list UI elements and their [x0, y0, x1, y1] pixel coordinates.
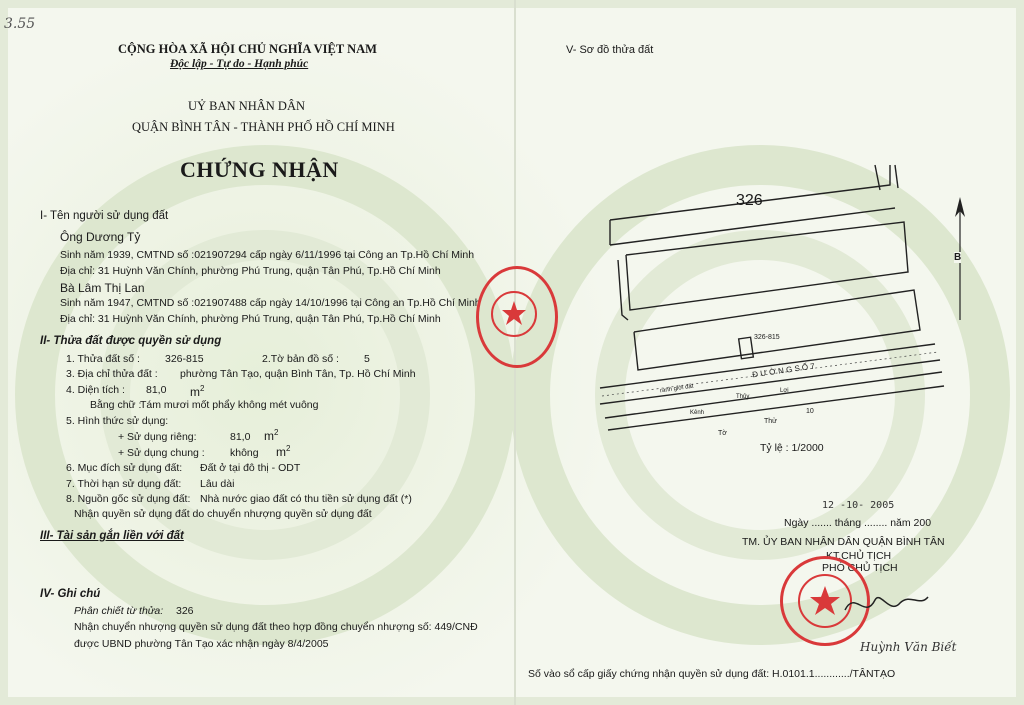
issue-date-line: Ngày ....... tháng ........ năm 200 [784, 517, 932, 529]
motto: Độc lập - Tự do - Hạnh phúc [170, 58, 309, 70]
map-label-loi: Lợi [780, 388, 789, 394]
map-lot-label: 326-815 [754, 334, 780, 341]
section-2-title: II- Thửa đất được quyền sử dụng [40, 335, 222, 347]
item-6-value: Đất ở tại đô thị - ODT [200, 462, 301, 474]
map-road-label: Đ Ư Ờ N G S Ố 7 [751, 361, 816, 380]
item-4-unit: $m^2$ [190, 384, 205, 399]
official-seal-left [476, 266, 558, 368]
item-8-value: Nhà nước giao đất có thu tiền sử dụng đất (*) [200, 493, 412, 505]
signer-name: Huỳnh Văn Biết [860, 640, 957, 654]
map-label-sheet: Tờ [718, 430, 727, 437]
note-1-label: Phân chiết từ thửa: [74, 605, 164, 617]
item-5b-value: không [230, 447, 259, 459]
item-7-label: 7. Thời hạn sử dụng đất: [66, 478, 182, 490]
signature-title-2: KT.CHỦ TỊCH [826, 550, 892, 562]
item-5b-unit: $m^2$ [276, 444, 291, 459]
section-5-title: V- Sơ đồ thửa đất [566, 44, 654, 56]
map-boundary-label: ranh giới đất [659, 383, 694, 395]
registration-number: H.0101.1............/TÂNTẠO [772, 668, 896, 680]
note-2: Nhận chuyển nhượng quyền sử dụng đất theo hợp đồng chuyển nhượng số: 449/CNĐ [74, 621, 478, 633]
section-3-title: III- Tài sản gắn liền với đất [40, 530, 184, 542]
date-stamp: 12 -10- 2005 [822, 500, 895, 511]
owner-1-name: Ông Dương Tỷ [60, 230, 141, 244]
item-5b-label: + Sử dụng chung : [118, 447, 205, 459]
item-3-label: 3. Địa chỉ thửa đất : [66, 368, 158, 380]
map-scale: Tỷ lệ : 1/2000 [760, 442, 824, 454]
committee-title: UỶ BAN NHÂN DÂN [188, 99, 306, 113]
item-1-value: 326-815 [165, 353, 204, 365]
map-label-thuy: Thủy [736, 394, 750, 400]
owner-1-id: Sinh năm 1939, CMTND số :021907294 cấp ngày 6/11/1996 tại Công an Tp.Hồ Chí Minh [60, 249, 475, 261]
item-5-label: 5. Hình thức sử dụng: [66, 415, 169, 427]
map-label-ten: 10 [806, 408, 814, 415]
item-6-label: 6. Mục đích sử dụng đất: [66, 462, 183, 474]
section-4-title: IV- Ghi chú [40, 588, 101, 600]
item-5a-unit: $m^2$ [264, 428, 279, 443]
note-3: được UBND phường Tân Tạo xác nhận ngày 8/4/2005 [74, 638, 329, 650]
signature-title-1: TM. ỦY BAN NHÂN DÂN QUẬN BÌNH TÂN [742, 536, 945, 548]
map-parcel-number: 326 [736, 192, 763, 209]
item-5a-value: 81,0 [230, 431, 251, 443]
item-8-label: 8. Nguồn gốc sử dụng đất: [66, 493, 191, 505]
land-parcel-map [590, 160, 950, 450]
item-2-value: 5 [364, 353, 370, 365]
certificate-title: CHỨNG NHẬN [180, 157, 339, 182]
north-label: B [954, 252, 962, 263]
country-name: CỘNG HÒA XÃ HỘI CHỦ NGHĨA VIỆT NAM [118, 42, 377, 56]
item-3-value: phường Tân Tạo, quận Bình Tân, Tp. Hồ Chí Minh [180, 368, 416, 380]
owner-2-address: Địa chỉ: 31 Huỳnh Văn Chính, phường Phú Trung, quận Tân Phú, Tp.Hồ Chí Minh [60, 313, 441, 325]
seal-emblem-icon [479, 269, 549, 359]
map-label-canal: Kênh [690, 410, 705, 416]
item-4-label: 4. Diện tích : [66, 384, 125, 396]
item-4-words-label: Bằng chữ : [90, 399, 142, 411]
item-4-words: Tám mươi mốt phẩy không mét vuông [140, 399, 319, 411]
owner-2-id: Sinh năm 1947, CMTND số :021907488 cấp ngày 14/10/1996 tại Công an Tp.Hồ Chí Minh [60, 297, 481, 309]
item-7-value: Lâu dài [200, 478, 235, 490]
signature-title-3: PHÓ CHỦ TỊCH [822, 562, 898, 574]
note-1-value: 326 [176, 605, 194, 617]
district-title: QUẬN BÌNH TÂN - THÀNH PHỐ HỒ CHÍ MINH [132, 120, 395, 134]
owner-2-name: Bà Lâm Thị Lan [60, 281, 145, 295]
section-1-title: I- Tên người sử dụng đất [40, 210, 169, 222]
corner-note: 3.55 [4, 16, 36, 32]
item-2-label: 2.Tờ bản đồ số : [262, 353, 339, 365]
handwritten-signature [840, 585, 930, 625]
item-5a-label: + Sử dụng riêng: [118, 431, 197, 443]
item-4-value: 81,0 [146, 384, 167, 396]
owner-1-address: Địa chỉ: 31 Huỳnh Văn Chính, phường Phú Trung, quận Tân Phú, Tp.Hồ Chí Minh [60, 265, 441, 277]
map-label-plot: Thử [764, 418, 777, 425]
item-8-extra: Nhận quyền sử dụng đất do chuyển nhượng quyền sử dụng đất [74, 508, 372, 520]
item-1-label: 1. Thửa đất số : [66, 353, 140, 365]
registration-label: Số vào sổ cấp giấy chứng nhận quyền sử dụng đất: [528, 668, 770, 680]
